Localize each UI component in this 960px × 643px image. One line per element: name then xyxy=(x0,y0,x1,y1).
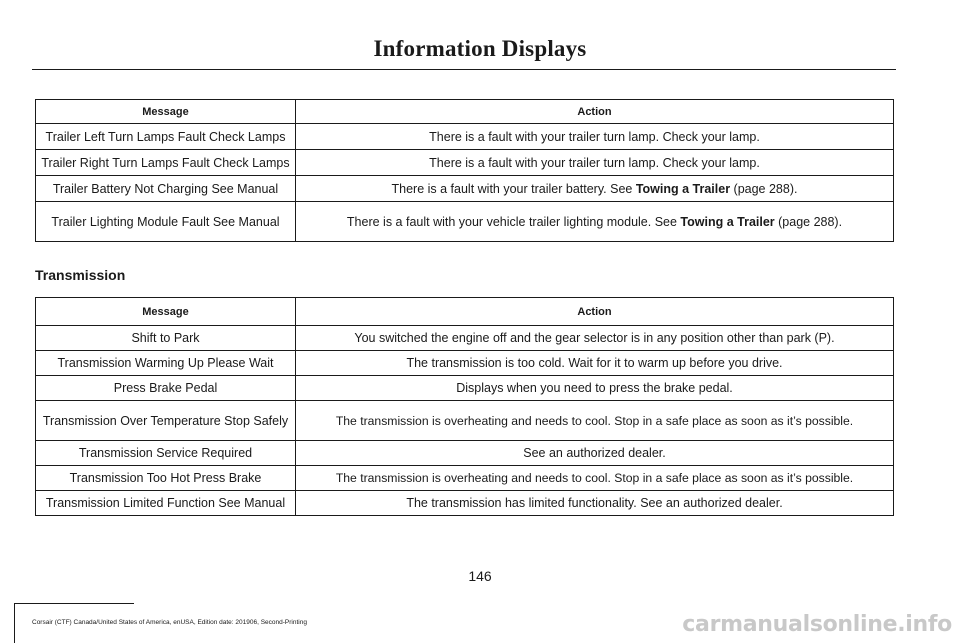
action-cell xyxy=(296,176,894,202)
message-cell: Trailer Left Turn Lamps Fault Check Lamps xyxy=(36,124,296,150)
action-text: There is a fault with your trailer battery. See xyxy=(391,181,636,196)
message-cell: Transmission Service Required xyxy=(36,441,296,466)
message-column-header: Message xyxy=(36,298,296,326)
table-row xyxy=(36,491,894,516)
action-cell: Displays when you need to press the brake pedal. xyxy=(296,376,894,401)
action-cell: The transmission is overheating and needs to cool. Stop in a safe place as soon as it’s possible. xyxy=(296,401,894,441)
message-cell: Press Brake Pedal xyxy=(36,376,296,401)
watermark: carmanualsonline.info xyxy=(682,612,952,637)
message-cell: Transmission Warming Up Please Wait xyxy=(36,351,296,376)
action-cell: See an authorized dealer. xyxy=(296,441,894,466)
page-title: Information Displays xyxy=(373,36,587,61)
cross-reference-link[interactable]: Towing a Trailer xyxy=(635,181,731,196)
page-reference: (page 288). xyxy=(774,214,843,229)
action-text: There is a fault with your vehicle trailer lighting module. See xyxy=(346,214,681,229)
corner-rule xyxy=(14,603,15,643)
message-cell: Transmission Too Hot Press Brake xyxy=(36,466,296,491)
message-cell: Trailer Battery Not Charging See Manual xyxy=(36,176,296,202)
table-row xyxy=(36,351,894,376)
action-column-header: Action xyxy=(296,298,894,326)
action-column-header: Action xyxy=(296,100,894,124)
edition-footer: Corsair (CTF) Canada/United States of America, enUSA, Edition date: 201906, Second-Printing xyxy=(32,619,307,626)
message-cell: Trailer Right Turn Lamps Fault Check Lamps xyxy=(36,150,296,176)
message-cell: Trailer Lighting Module Fault See Manual xyxy=(36,202,296,242)
message-cell: Transmission Over Temperature Stop Safely xyxy=(36,401,296,441)
table-row xyxy=(36,150,894,176)
cross-reference-link[interactable]: Towing a Trailer xyxy=(680,214,775,229)
title-divider xyxy=(32,69,896,70)
page-number: 146 xyxy=(468,568,492,584)
table-row xyxy=(36,441,894,466)
table-row xyxy=(36,376,894,401)
page-reference: (page 288). xyxy=(730,181,798,196)
action-cell: There is a fault with your trailer turn lamp. Check your lamp. xyxy=(296,124,894,150)
table-row xyxy=(36,401,894,441)
table-row xyxy=(36,176,894,202)
table-row xyxy=(36,466,894,491)
action-cell: The transmission is overheating and needs to cool. Stop in a safe place as soon as it’s possible. xyxy=(296,466,894,491)
table-header-row xyxy=(36,298,894,326)
corner-rule xyxy=(14,603,134,604)
action-cell: You switched the engine off and the gear selector is in any position other than park (P). xyxy=(296,326,894,351)
trailer-messages-table xyxy=(35,99,894,242)
action-cell: There is a fault with your trailer turn lamp. Check your lamp. xyxy=(296,150,894,176)
action-cell: The transmission is too cold. Wait for it to warm up before you drive. xyxy=(296,351,894,376)
section-heading: Transmission xyxy=(35,267,126,283)
table-header-row xyxy=(36,100,894,124)
message-cell: Transmission Limited Function See Manual xyxy=(36,491,296,516)
table-row xyxy=(36,326,894,351)
table-row xyxy=(36,124,894,150)
message-column-header: Message xyxy=(36,100,296,124)
table-row xyxy=(36,202,894,242)
transmission-messages-table xyxy=(35,297,894,516)
action-cell: The transmission has limited functionality. See an authorized dealer. xyxy=(296,491,894,516)
action-cell xyxy=(296,202,894,242)
message-cell: Shift to Park xyxy=(36,326,296,351)
